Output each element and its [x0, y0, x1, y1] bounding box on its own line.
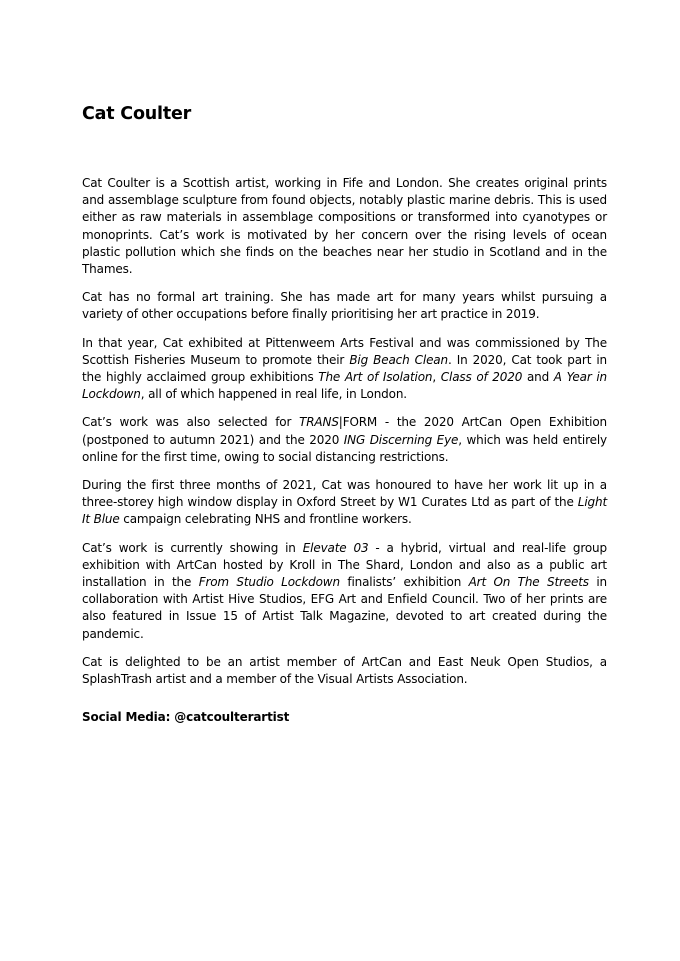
- text-run: in collaboration with Artist Hive Studios, EFG Art and Enfield Council. Two of her prints are also featured in Issue 15 of Artist Talk Magazine, devoted to art created during the pandemic.: [82, 575, 607, 641]
- text-run: Cat’s work is currently showing in: [82, 540, 303, 555]
- text-run: During the first three months of 2021, Cat was honoured to have her work lit up in a three-storey high window display in Oxford Street by W1 Curates Ltd as part of the: [82, 478, 607, 510]
- text-run: . In 2020, Cat took part in the highly acclaimed group exhibitions: [82, 352, 608, 385]
- bio-paragraph: [82, 477, 607, 529]
- text-run: |FORM - the 2020 ArtCan Open Exhibition (postponed to autumn 2021) and the 2020: [82, 415, 607, 447]
- italic-title-run: From Studio Lockdown: [198, 575, 340, 590]
- italic-title-run: A Year in Lockdown: [82, 370, 607, 402]
- text-run: Cat Coulter is a Scottish artist, working in Fife and London. She creates original prints and assemblage sculpture from found objects, notably plastic marine debris. This is used either as raw materials in assemblage compositions or transformed into cyanotypes or monoprints. Cat’s work is motivated by her concern over the rising levels of ocean plastic pollution which she finds on the beaches near her studio in Scotland and in the Thames.: [82, 176, 607, 277]
- text-run: Cat’s work was also selected for: [82, 415, 300, 430]
- text-run: Cat is delighted to be an artist member of ArtCan and East Neuk Open Studios, a SplashTrash artist and a member of the Visual Artists Association.: [82, 654, 607, 687]
- italic-title-run: Class of 2020: [440, 370, 523, 385]
- bio-paragraph: [82, 335, 607, 404]
- text-run: In that year, Cat exhibited at Pittenweem Arts Festival and was commissioned by The Scottish Fisheries Museum to promote their: [82, 335, 607, 367]
- italic-title-run: Light It Blue: [82, 495, 607, 527]
- text-run: , all of which happened in real life, in London.: [140, 387, 407, 402]
- bio-paragraph: [82, 540, 607, 643]
- social-media-line: Social Media: @catcoulterartist: [82, 710, 290, 724]
- text-run: Cat has no formal art training. She has made art for many years whilst pursuing a variety of other occupations before finally prioritising her art practice in 2019.: [82, 290, 607, 322]
- document-title: Cat Coulter: [82, 104, 192, 124]
- italic-title-run: ING Discerning Eye: [343, 432, 459, 447]
- biography-body: [82, 175, 607, 699]
- text-run: finalists’ exhibition: [339, 575, 469, 590]
- bio-paragraph: [82, 414, 607, 466]
- text-run: campaign celebrating NHS and frontline workers.: [119, 512, 412, 527]
- text-run: ,: [432, 370, 441, 385]
- italic-title-run: Art On The Streets: [468, 575, 589, 590]
- text-run: , which was held entirely online for the first time, owing to social distancing restrictions.: [82, 432, 607, 464]
- bio-paragraph: [82, 289, 607, 323]
- italic-title-run: Elevate 03: [302, 540, 369, 555]
- italic-title-run: The Art of Isolation: [318, 370, 433, 385]
- italic-title-run: TRANS: [299, 415, 339, 430]
- bio-paragraph: [82, 175, 607, 278]
- italic-title-run: Big Beach Clean: [349, 352, 448, 367]
- text-run: and: [522, 370, 554, 385]
- bio-paragraph: [82, 654, 607, 688]
- text-run: - a hybrid, virtual and real-life group exhibition with ArtCan hosted by Kroll in The Shard, London and also as a public art installation in the: [82, 540, 607, 590]
